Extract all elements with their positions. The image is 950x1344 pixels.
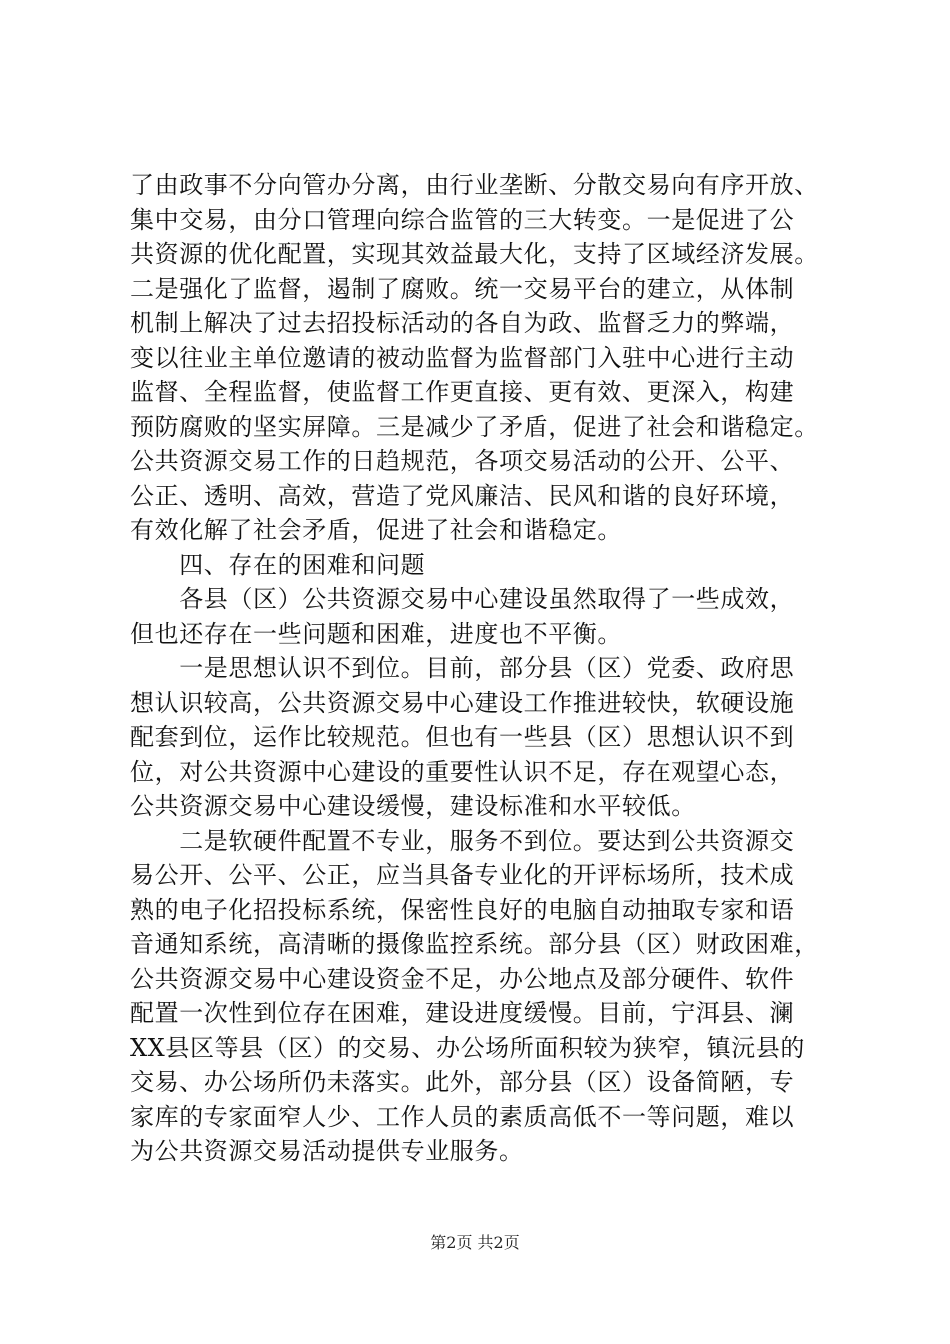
body-text — [130, 168, 830, 1169]
text-line: 易公开、公平、公正，应当具备专业化的开评标场所，技术成 — [130, 861, 795, 889]
text-line: 位，对公共资源中心建设的重要性认识不足，存在观望心态， — [130, 757, 795, 786]
page-footer — [0, 1233, 950, 1253]
text-line: 了由政事不分向管办分离，由行业垄断、分散交易向有序开放、 — [130, 171, 819, 199]
text-line: 公正、透明、高效，营造了党风廉洁、民风和谐的良好环境， — [130, 481, 795, 510]
text-line: 音通知系统，高清晰的摄像监控系统。部分县（区）财政困难， — [130, 930, 819, 958]
text-line: 变以往业主单位邀请的被动监督为监督部门入驻中心进行主动 — [130, 343, 795, 372]
text-line: 配套到位，运作比较规范。但也有一些县（区）思想认识不到 — [130, 723, 795, 751]
text-line: 配置一次性到位存在困难，建设进度缓慢。目前，宁洱县、澜 — [130, 999, 795, 1027]
text-line: 但也还存在一些问题和困难，进度也不平衡。 — [130, 619, 622, 648]
text-line: 预防腐败的坚实屏障。三是减少了矛盾，促进了社会和谐稳定。 — [130, 412, 819, 441]
text-line: 公共资源交易工作的日趋规范，各项交易活动的公开、公平、 — [130, 447, 795, 475]
text-line: 交易、办公场所仍未落实。此外，部分县（区）设备简陋，专 — [130, 1068, 795, 1096]
text-line: 公共资源交易中心建设资金不足，办公地点及部分硬件、软件 — [130, 964, 795, 993]
text-line: 机制上解决了过去招投标活动的各自为政、监督乏力的弊端， — [130, 309, 795, 337]
text-line: 熟的电子化招投标系统，保密性良好的电脑自动抽取专家和语 — [130, 895, 795, 924]
text-line: XX县区等县（区）的交易、办公场所面积较为狭窄，镇沅县的 — [130, 1033, 805, 1062]
text-line: 各县（区）公共资源交易中心建设虽然取得了一些成效， — [130, 585, 795, 613]
text-line: 为公共资源交易活动提供专业服务。 — [130, 1137, 524, 1165]
text-line: 二是软硬件配置不专业，服务不到位。要达到公共资源交 — [130, 826, 795, 855]
text-line: 家库的专家面窄人少、工作人员的素质高低不一等问题，难以 — [130, 1102, 795, 1131]
text-line: 想认识较高，公共资源交易中心建设工作推进较快，软硬设施 — [130, 688, 795, 717]
text-line: 一是思想认识不到位。目前，部分县（区）党委、政府思 — [130, 654, 795, 682]
text-line: 共资源的优化配置，实现其效益最大化，支持了区域经济发展。 — [130, 240, 819, 268]
text-line: 二是强化了监督，遏制了腐败。统一交易平台的建立，从体制 — [130, 274, 795, 303]
text-line: 有效化解了社会矛盾，促进了社会和谐稳定。 — [130, 516, 622, 544]
page-number: 第2页 共2页 — [430, 1233, 520, 1252]
section-heading: 四、存在的困难和问题 — [130, 550, 426, 579]
text-line: 公共资源交易中心建设缓慢，建设标准和水平较低。 — [130, 792, 696, 820]
text-line: 监督、全程监督，使监督工作更直接、更有效、更深入，构建 — [130, 378, 795, 406]
text-line: 集中交易，由分口管理向综合监管的三大转变。一是促进了公 — [130, 205, 795, 234]
